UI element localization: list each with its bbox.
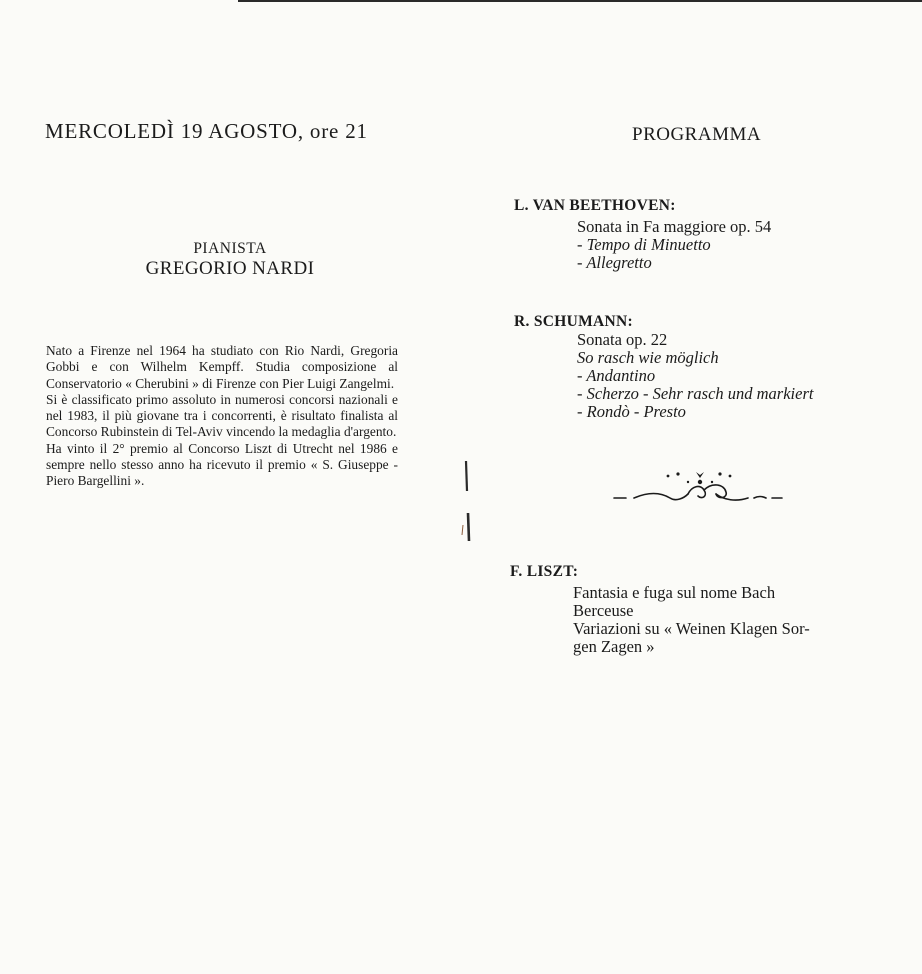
top-border-line	[238, 0, 922, 2]
works-liszt	[573, 584, 810, 656]
bio-paragraph: Si è classificato primo assoluto in numerosi concorsi nazionali e nel 1983, il più giovane tra i concorrenti, è risultato finalista al Concorso Rubinstein di Tel-Aviv vincendo la medaglia d'argento.	[46, 391, 398, 440]
work-movement: - Allegretto	[577, 253, 652, 272]
concert-date: MERCOLEDÌ 19 AGOSTO, ore 21	[45, 119, 368, 143]
work-movement: - Tempo di Minuetto	[577, 235, 711, 254]
performer-role: PIANISTA	[193, 240, 267, 257]
bio-paragraph: Ha vinto il 2° premio al Concorso Liszt di Utrecht nel 1986 e sempre nello stesso anno ha ricevuto il premio « S. Giuseppe - Piero Bargellini ».	[46, 440, 398, 489]
work-movement: So rasch wie möglich	[577, 348, 719, 367]
staple-marks	[456, 455, 480, 547]
performer-name: GREGORIO NARDI	[145, 258, 315, 279]
program-title: PROGRAMMA	[632, 124, 762, 145]
work-title: gen Zagen »	[573, 637, 655, 656]
floral-divider-icon	[608, 468, 788, 510]
work-title: Berceuse	[573, 601, 634, 620]
composer-schumann: R. SCHUMANN:	[514, 313, 633, 330]
work-movement: - Andantino	[577, 366, 656, 385]
bio-paragraph: Nato a Firenze nel 1964 ha studiato con Rio Nardi, Gregoria Gobbi e con Wilhelm Kempff. Studia composizione al Conservatorio « Cherubini » di Firenze con Pier Luigi Zangelmi.	[46, 343, 398, 391]
works-schumann	[577, 331, 813, 421]
work-movement: - Scherzo - Sehr rasch und markiert	[577, 384, 814, 403]
works-beethoven	[577, 218, 771, 272]
work-title: Sonata op. 22	[577, 330, 668, 349]
work-title: Variazioni su « Weinen Klagen Sor-	[573, 619, 810, 638]
composer-liszt: F. LISZT:	[510, 563, 579, 580]
composer-beethoven: L. VAN BEETHOVEN:	[514, 197, 676, 214]
work-title: Fantasia e fuga sul nome Bach	[573, 583, 776, 602]
work-movement: - Rondò - Presto	[577, 402, 686, 421]
performer-biography	[46, 343, 398, 490]
work-title: Sonata in Fa maggiore op. 54	[577, 217, 772, 236]
